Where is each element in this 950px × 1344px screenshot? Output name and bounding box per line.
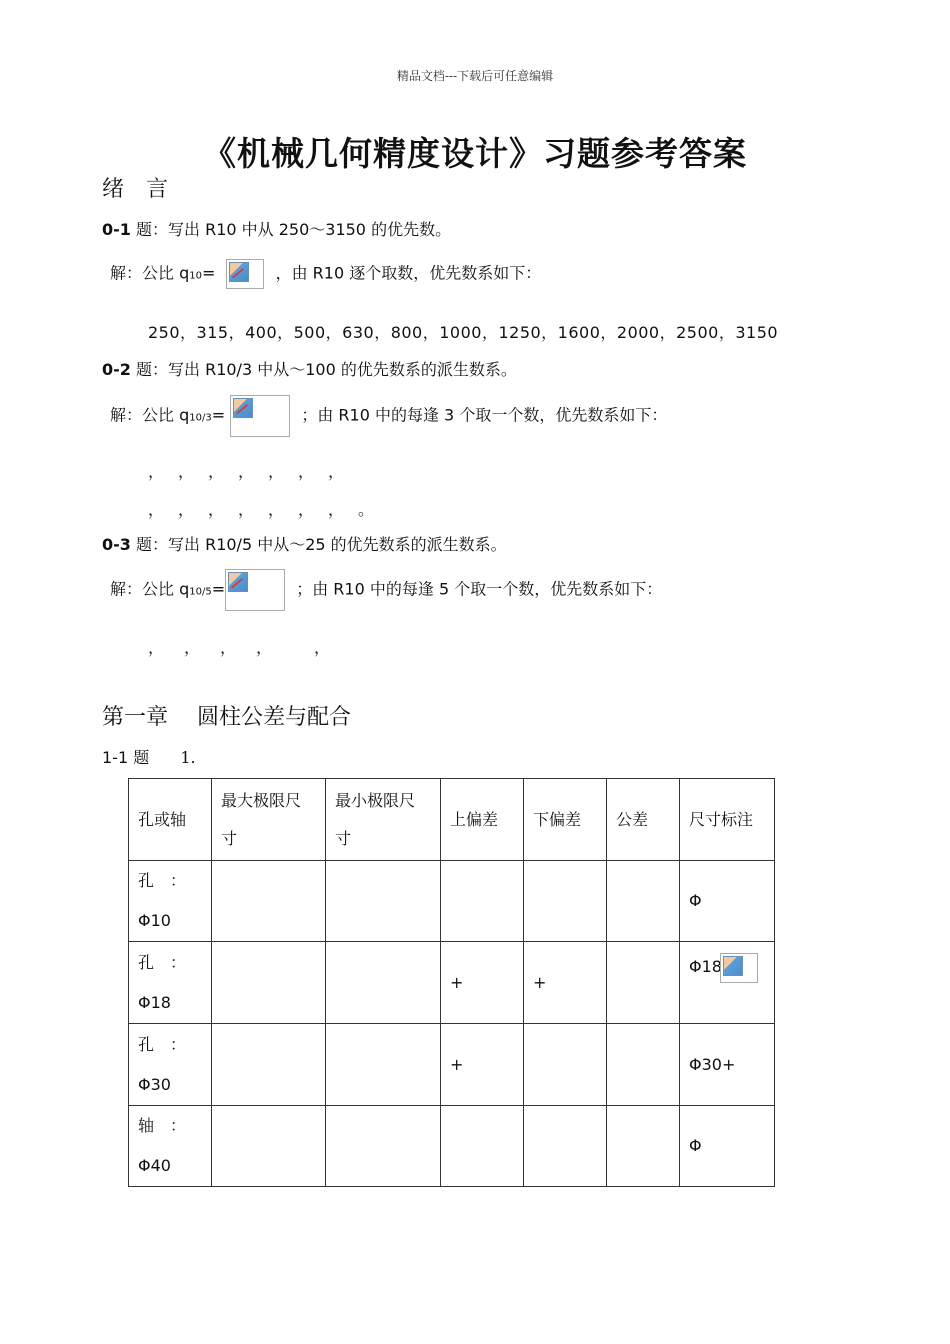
answer-subscript: 10	[189, 270, 202, 282]
tolerance-cell	[607, 1106, 680, 1187]
upper-cell: +	[441, 1024, 524, 1106]
part-type: 孔 ：	[138, 871, 187, 890]
answer-0-2	[110, 395, 667, 437]
question-label: 0-1	[102, 220, 131, 239]
marking-cell: Φ	[680, 861, 775, 942]
answer-0-3	[110, 569, 662, 611]
max-cell	[212, 861, 326, 942]
min-cell	[326, 1106, 441, 1187]
tolerance-cell	[607, 1024, 680, 1106]
answer-prefix: 解：公比 q	[110, 579, 190, 599]
header-marking: 尺寸标注	[680, 779, 775, 861]
question-text: 题：写出 R10 中从 250～3150 的优先数。	[130, 220, 452, 239]
lower-cell	[524, 861, 607, 942]
question-1-1	[102, 745, 196, 768]
upper-cell	[441, 1106, 524, 1187]
table-header-row	[129, 779, 775, 861]
part-type: 孔 ：	[138, 1034, 187, 1054]
sequence-0-1: 250，315，400，500，630，800，1000，1250，1600，2000，2500，3150	[148, 323, 779, 342]
header-min-l2: 寸	[335, 828, 352, 848]
marking-cell: Φ30+	[680, 1024, 775, 1106]
answer-prefix: 解：公比 q	[110, 263, 190, 283]
table-row	[129, 861, 775, 942]
question-text: 题：写出 R10/3 中从～100 的优先数系的派生数系。	[130, 360, 517, 379]
min-cell	[326, 861, 441, 942]
min-cell	[326, 942, 441, 1024]
part-size: Φ30	[138, 1074, 171, 1094]
part-cell	[129, 861, 212, 942]
answer-suffix: ；由 R10 中的每逢 3 个取一个数，优先数系如下：	[301, 405, 668, 425]
table-row	[129, 1106, 775, 1187]
answer-eq: =	[201, 263, 216, 283]
broken-image-icon	[225, 569, 285, 611]
table-row	[129, 942, 775, 1024]
max-cell	[212, 942, 326, 1024]
question-text: 题：写出 R10/5 中从～25 的优先数系的派生数系。	[130, 535, 507, 554]
derived-series-line-1: ，，，，，，，	[148, 462, 367, 481]
question-label: 1-1 题	[102, 748, 150, 767]
answer-subscript: 10/3	[189, 412, 212, 424]
lower-cell	[524, 1106, 607, 1187]
part-size: Φ40	[138, 1156, 171, 1175]
header-max-l2: 寸	[221, 828, 238, 848]
min-cell	[326, 1024, 441, 1106]
part-type: 轴 ：	[138, 1116, 187, 1135]
lower-cell	[524, 1024, 607, 1106]
question-label: 0-3	[102, 535, 131, 554]
answer-prefix: 解：公比 q	[110, 405, 190, 425]
intro-heading: 绪 言	[102, 177, 169, 202]
part-type: 孔 ：	[138, 952, 187, 972]
question-0-1	[102, 217, 451, 240]
part-size: Φ18	[138, 992, 171, 1012]
marking-text: Φ18	[689, 957, 722, 976]
upper-cell: +	[441, 942, 524, 1024]
answer-subscript: 10/5	[189, 586, 212, 598]
derived-series-line-2: ，，，，，，，。	[148, 500, 397, 519]
max-cell	[212, 1106, 326, 1187]
page-title: 《机械几何精度设计》习题参考答案	[203, 134, 747, 173]
lower-cell: +	[524, 942, 607, 1024]
header-max	[212, 779, 326, 861]
chapter-1-heading: 第一章 圆柱公差与配合	[102, 705, 351, 730]
answer-eq: =	[211, 579, 226, 599]
max-cell	[212, 1024, 326, 1106]
broken-image-icon	[230, 395, 290, 437]
header-note: 精品文档---下载后可任意编辑	[396, 69, 554, 83]
part-size: Φ10	[138, 911, 171, 930]
header-upper: 上偏差	[441, 779, 524, 861]
header-part: 孔或轴	[129, 779, 212, 861]
tolerance-cell	[607, 942, 680, 1024]
part-cell	[129, 1106, 212, 1187]
question-0-2	[102, 357, 517, 380]
broken-image-icon	[720, 953, 758, 983]
question-label: 0-2	[102, 360, 131, 379]
answer-suffix: ；由 R10 中的每逢 5 个取一个数，优先数系如下：	[296, 579, 663, 599]
part-cell	[129, 942, 212, 1024]
header-max-l1: 最大极限尺	[221, 790, 302, 810]
header-tolerance: 公差	[607, 779, 680, 861]
header-min	[326, 779, 441, 861]
broken-image-icon	[226, 259, 264, 289]
question-number: 1.	[180, 748, 196, 767]
part-cell	[129, 1024, 212, 1106]
answer-eq: =	[211, 405, 226, 425]
header-lower: 下偏差	[524, 779, 607, 861]
tolerance-cell	[607, 861, 680, 942]
upper-cell	[441, 861, 524, 942]
marking-cell: Φ	[680, 1106, 775, 1187]
answer-0-1	[110, 259, 541, 289]
header-min-l1: 最小极限尺	[335, 790, 416, 810]
derived-series-line: ， ， ， ， ，	[148, 638, 337, 657]
answer-suffix: ，由 R10 逐个取数，优先数系如下：	[275, 263, 542, 283]
table-row	[129, 1024, 775, 1106]
marking-cell	[680, 942, 775, 1024]
tolerance-table	[128, 778, 775, 1187]
question-0-3	[102, 532, 507, 555]
